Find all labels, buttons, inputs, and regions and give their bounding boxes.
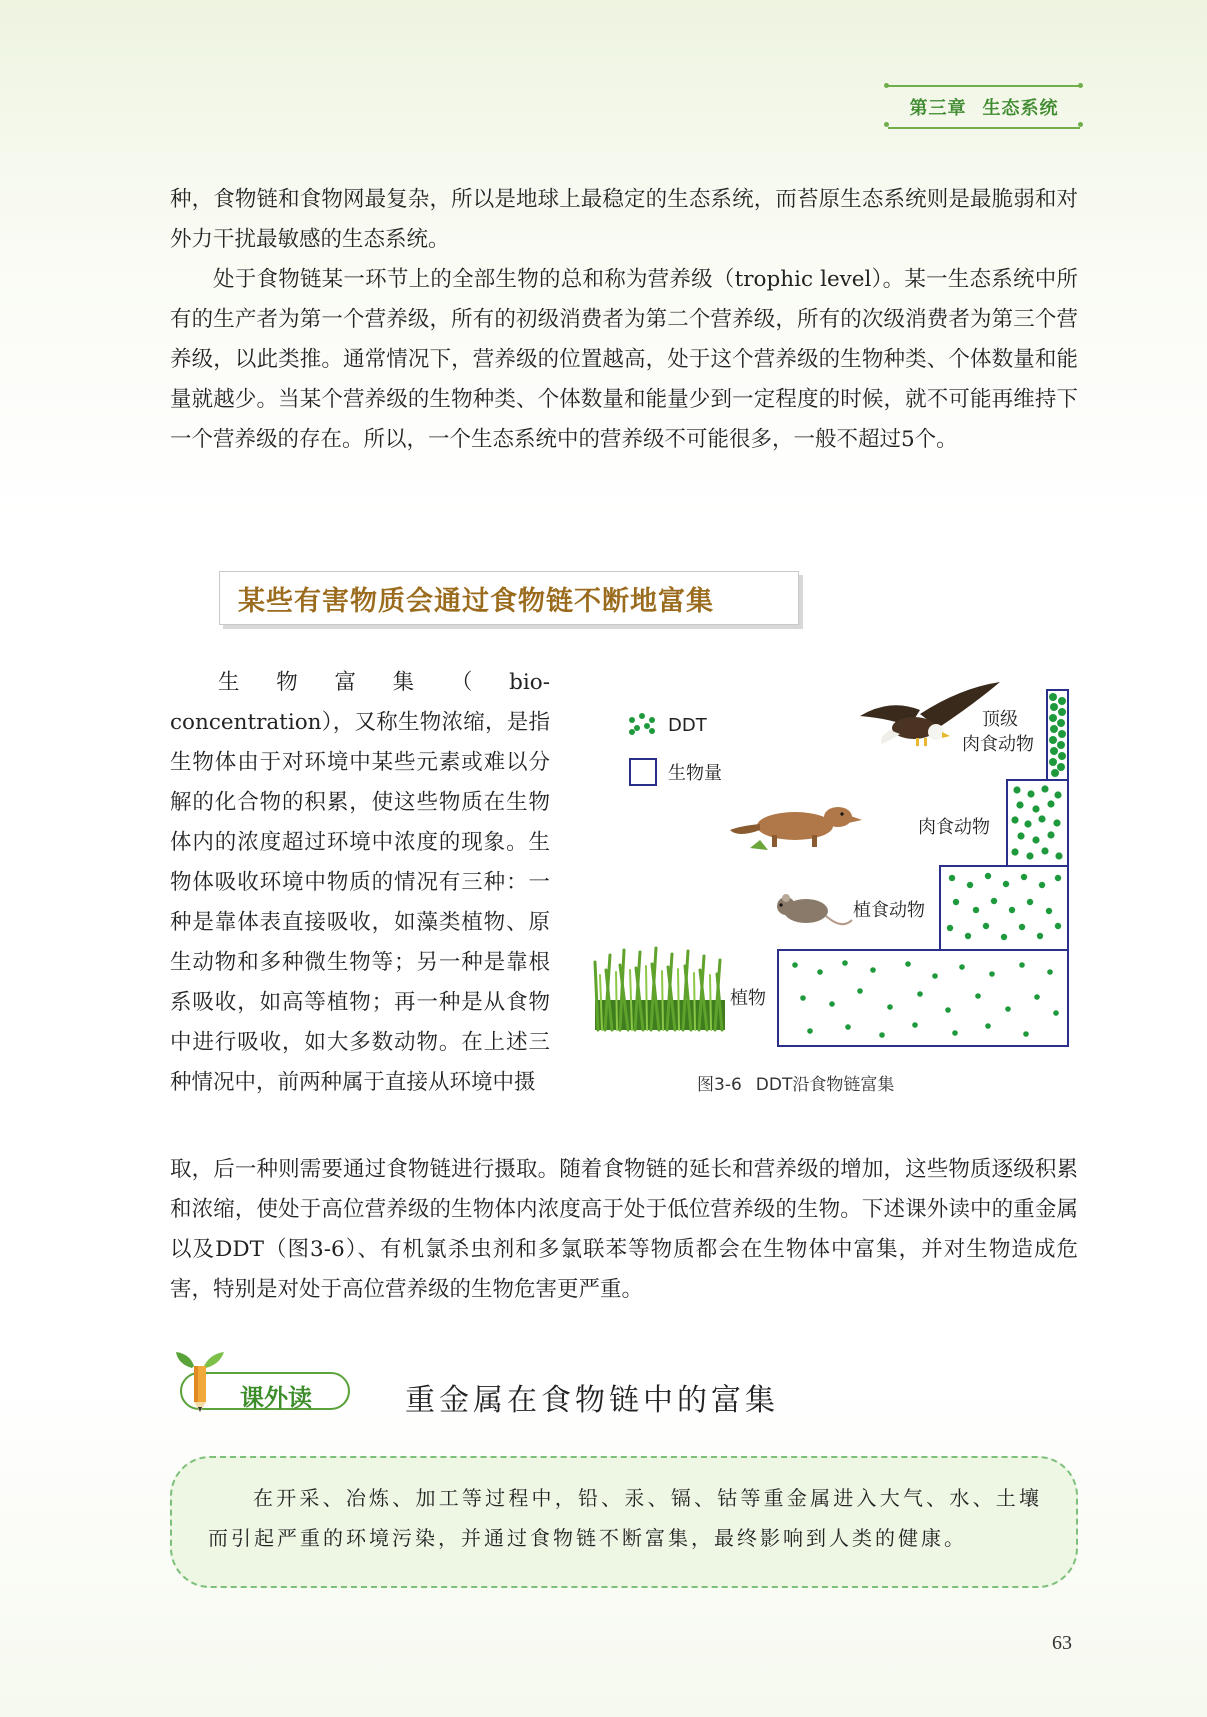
ddt-figure — [590, 680, 1085, 1100]
figure-caption-number: 图3-6 — [697, 1075, 742, 1095]
ddt-pyramid-diagram — [590, 680, 1085, 1100]
section-heading-text: 某些有害物质会通过食物链不断地富集 — [238, 585, 714, 617]
grass-illustration — [595, 948, 725, 1030]
herbivore-label: 植食动物 — [853, 900, 925, 921]
header-ornament — [884, 122, 889, 127]
body-paragraph: 生物富集（bio-concentration），又称生物浓缩，是指生物体由于对环境中某些元素或难以分解的化合物的积累，使这些物质在生物体内的浓度超过环境中浓度的现象。生物体吸收环境中物质的情况有三种：一种是靠体表直接吸收，如藻类植物、原生动物和多种微生物等；另一种是靠根系吸收，如高等植物；再一种是从食物中进行吸收，如大多数动物。在上述三种情况中，前两种属于直接从环境中摄 — [170, 670, 550, 1095]
body-paragraph: 种，食物链和食物网最复杂，所以是地球上最稳定的生态系统，而苔原生态系统则是最脆弱和对外力干扰最敏感的生态系统。 — [170, 187, 1078, 252]
extra-reading-box: 在开采、冶炼、加工等过程中，铅、汞、镉、钴等重金属进入大气、水、土壤而引起严重的环境污染，并通过食物链不断富集，最终影响到人类的健康。 — [170, 1456, 1078, 1588]
plant-label: 植物 — [730, 988, 766, 1009]
carnivore-label: 肉食动物 — [918, 817, 990, 838]
extra-reading-banner — [170, 1350, 350, 1410]
figure-caption-text: DDT沿食物链富集 — [755, 1075, 895, 1095]
header-ornament — [1078, 122, 1083, 127]
weasel-illustration — [730, 807, 862, 850]
pencil-leaf-icon — [170, 1350, 240, 1412]
legend-biomass-label: 生物量 — [668, 763, 722, 784]
legend-biomass-icon — [630, 759, 656, 785]
section-label: 生态系统 — [982, 98, 1059, 119]
mouse-illustration — [777, 894, 852, 924]
legend-ddt-icon — [629, 713, 655, 735]
extra-reading-title: 重金属在食物链中的富集 — [405, 1383, 779, 1418]
section-heading — [219, 571, 799, 625]
body-paragraph: 处于食物链某一环节上的全部生物的总和称为营养级（trophic level）。某一生态系统中所有的生产者为第一个营养级，所有的初级消费者为第二个营养级，所有的次级消费者为第三个营养级，以此类推。通常情况下，营养级的位置越高，处于这个营养级的生物种类、个体数量和能量就越少。当某个营养级的生物种类、个体数量和能量少到一定程度的时候，就不可能再维持下一个营养级的存在。所以，一个生态系统中的营养级不可能很多，一般不超过5个。 — [170, 267, 1078, 452]
legend-ddt-label: DDT — [668, 715, 707, 736]
top-carnivore-label-line1: 顶级 — [982, 709, 1018, 730]
top-carnivore-label-line2: 肉食动物 — [962, 734, 1034, 755]
extra-reading-label: 课外读 — [240, 1384, 312, 1412]
figure-caption — [697, 1070, 894, 1095]
body-paragraph: 取，后一种则需要通过食物链进行摄取。随着食物链的延长和营养级的增加，这些物质逐级积累和浓缩，使处于高位营养级的生物体内浓度高于处于低位营养级的生物。下述课外读中的重金属以及DDT（图3-6）、有机氯杀虫剂和多氯联苯等物质都会在生物体中富集，并对生物造成危害，特别是对处于高位营养级的生物危害更严重。 — [170, 1157, 1078, 1302]
chapter-label: 第三章 — [909, 98, 967, 119]
header-ornament — [884, 83, 889, 88]
running-header — [888, 85, 1080, 129]
header-ornament — [1078, 83, 1083, 88]
page-number: 63 — [1052, 1632, 1072, 1654]
